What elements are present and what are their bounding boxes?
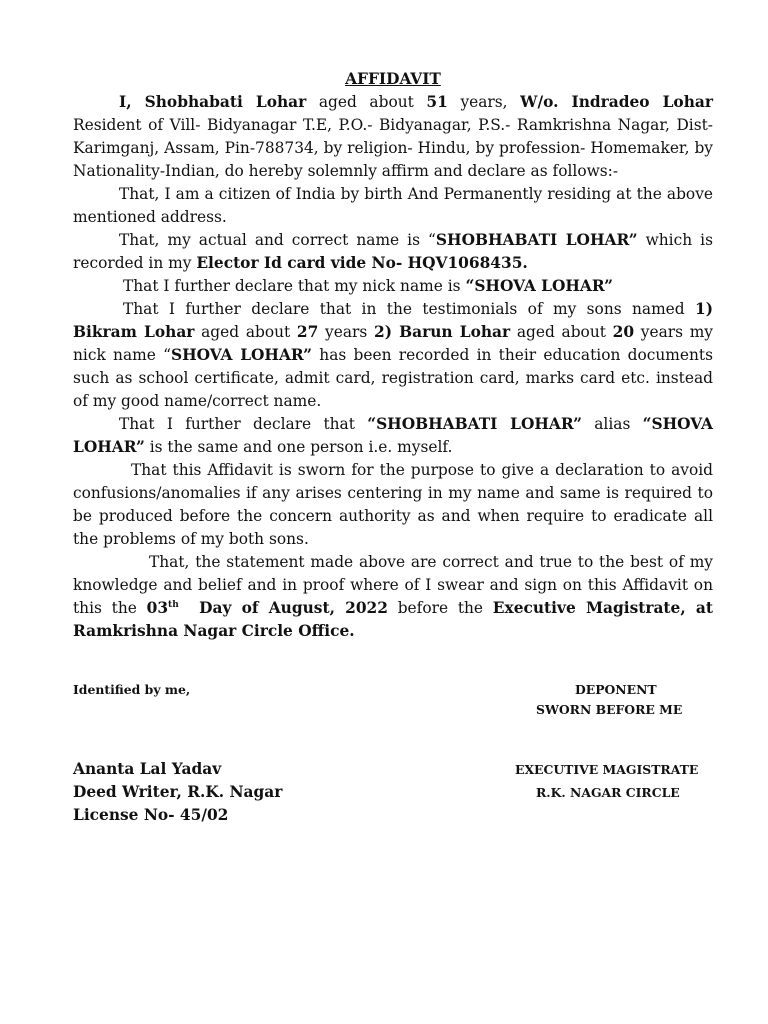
son-1-name: 1) Bikram Lohar [73, 300, 713, 341]
text-span: That I further declare that in the testimonials of my sons named [123, 300, 695, 318]
text-span: aged about [194, 323, 297, 341]
text-span: before the [387, 599, 493, 617]
paragraph-nick-name [73, 275, 713, 298]
nick-name: “SHOVA LOHAR” [73, 415, 713, 456]
text-span: years, [447, 93, 521, 111]
deed-writer-title: Deed Writer, R.K. Nagar [73, 783, 283, 801]
declarant-name: I, Shobhabati Lohar [119, 93, 307, 111]
paragraph-oath [73, 551, 713, 643]
oath-month-year: Day of August, 2022 [178, 599, 388, 617]
paragraph-declarant [73, 91, 713, 183]
paragraph-purpose: That this Affidavit is sworn for the purpose to give a declaration to avoid confusions/anomalies if any arises centering in my name and same is required to be produced before the concern authority as and when require to eradicate all the problems of my both sons. [73, 461, 713, 548]
executive-magistrate-label: EXECUTIVE MAGISTRATE [515, 762, 699, 777]
text-span: which is recorded in my [73, 231, 713, 272]
oath-authority: Executive Magistrate, at Ramkrishna Nagar Circle Office. [73, 599, 713, 640]
document-title: AFFIDAVIT [345, 70, 441, 88]
text-span: has been recorded in their education documents such as school certificate, admit card, registration card, marks card etc. instead of my good name/correct name. [73, 346, 713, 410]
text-span: years [318, 323, 374, 341]
text-span: That, my actual and correct name is “ [119, 231, 436, 249]
circle-label: R.K. NAGAR CIRCLE [536, 785, 680, 800]
sworn-before-me-label: SWORN BEFORE ME [536, 702, 683, 717]
affidavit-body [73, 68, 713, 643]
declarant-age: 51 [426, 93, 448, 111]
son-2-age: 20 [612, 323, 635, 341]
deed-writer-name: Ananta Lal Yadav [73, 760, 222, 778]
text-span: aged about [510, 323, 613, 341]
oath-day: 03 [146, 599, 169, 617]
text-span: is the same and one person i.e. myself. [144, 438, 453, 456]
paragraph-citizenship: That, I am a citizen of India by birth And Permanently residing at the above mentioned address. [73, 185, 713, 226]
text-span: That I further declare that [119, 415, 368, 433]
text-span: alias [581, 415, 643, 433]
deponent-label: DEPONENT [575, 682, 657, 697]
nick-name: “SHOVA LOHAR” [465, 277, 613, 295]
identified-by-label: Identified by me, [73, 682, 191, 697]
deed-writer-license: License No- 45/02 [73, 806, 229, 824]
text-span: aged about [306, 93, 427, 111]
husband-name: W/o. Indradeo Lohar [520, 93, 713, 111]
correct-name: SHOBHABATI LOHAR” [435, 231, 638, 249]
paragraph-sons [73, 298, 713, 413]
correct-name: “SHOBHABATI LOHAR” [367, 415, 582, 433]
elector-id: Elector Id card vide No- HQV1068435. [196, 254, 528, 272]
text-span: That, the statement made above are correct and true to the best of my knowledge and belief and in proof where of I swear and sign on this Affidavit on this the [73, 553, 713, 617]
text-span: years my nick name “ [73, 323, 713, 364]
paragraph-alias [73, 413, 713, 459]
son-1-age: 27 [296, 323, 319, 341]
address-text: Resident of Vill- Bidyanagar T.E, P.O.- Bidyanagar, P.S.- Ramkrishna Nagar, Dist- Karimganj, Assam, Pin-788734, by religion- Hindu, by profession- Homemaker, by Nationality-Indian, do hereby solemnly affirm and declare as follows:- [73, 116, 713, 180]
ordinal-suffix: th [168, 600, 179, 610]
text-span: That I further declare that my nick name is [123, 277, 466, 295]
paragraph-correct-name [73, 229, 713, 275]
son-2-name: 2) Barun Lohar [373, 323, 511, 341]
nick-name: SHOVA LOHAR” [170, 346, 313, 364]
